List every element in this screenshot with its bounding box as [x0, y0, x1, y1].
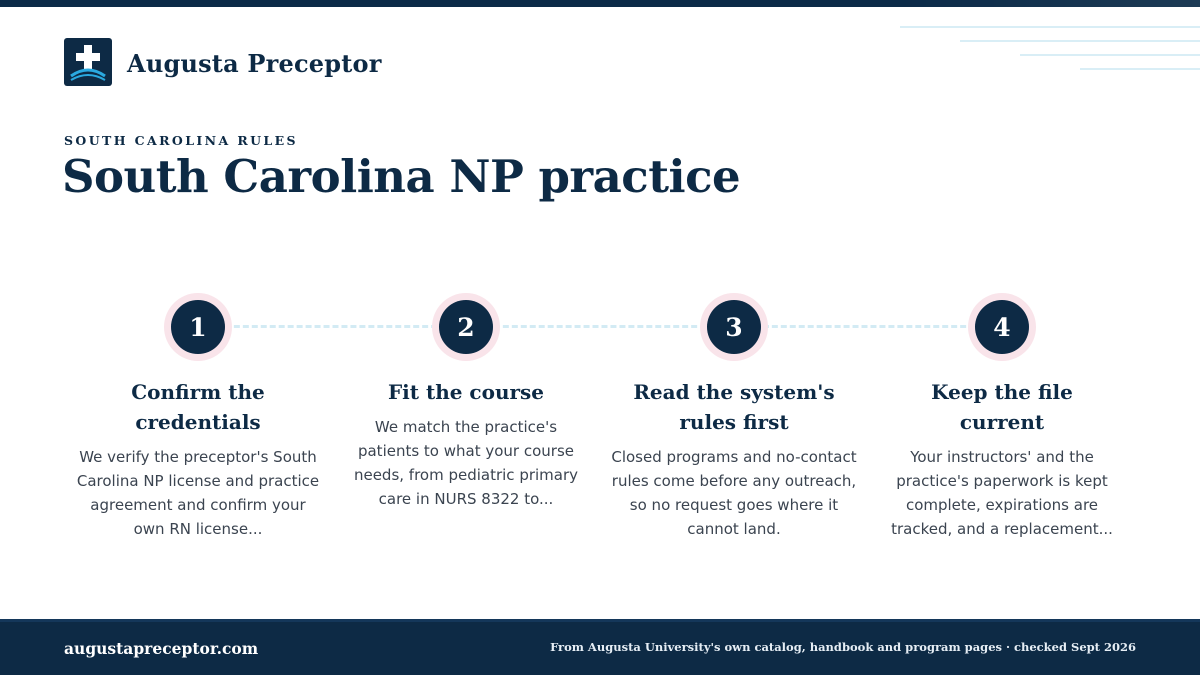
step-number-halo	[164, 293, 232, 361]
step-1	[68, 293, 328, 541]
step-description: We verify the preceptor's South Carolina NP license and practice agreement and confirm your own RN license...	[76, 448, 320, 538]
step-3	[604, 293, 864, 541]
step-number-halo	[968, 293, 1036, 361]
brand[interactable]	[64, 38, 382, 86]
step-number-badge: 2	[439, 300, 493, 354]
step-description: We match the practice's patients to what your course needs, from pediatric primary care in NURS 8322 to...	[353, 418, 579, 508]
step-2	[336, 293, 596, 511]
top-accent-bar	[0, 0, 1200, 7]
page-title: South Carolina NP practice	[62, 150, 741, 203]
step-number-badge: 1	[171, 300, 225, 354]
medical-cross-icon	[64, 38, 112, 86]
step-number-halo	[700, 293, 768, 361]
step-title: Read the system's rules first	[633, 380, 835, 434]
footer	[0, 619, 1200, 675]
step-number-halo	[432, 293, 500, 361]
decorative-lines	[890, 22, 1200, 82]
step-description: Closed programs and no-contact rules come before any outreach, so no request goes where it cannot land.	[611, 448, 857, 538]
step-number-badge: 3	[707, 300, 761, 354]
footer-source-note: From Augusta University's own catalog, handbook and program pages · checked Sept 2026	[550, 640, 1136, 654]
step-number-badge: 4	[975, 300, 1029, 354]
step-4	[872, 293, 1132, 541]
footer-website-link[interactable]: augustapreceptor.com	[64, 639, 259, 658]
step-title: Fit the course	[387, 380, 545, 404]
step-title: Confirm the credentials	[131, 380, 265, 434]
step-description: Your instructors' and the practice's paperwork is kept complete, expirations are tracked, and a replacement...	[891, 448, 1113, 538]
step-title: Keep the file current	[931, 380, 1073, 434]
brand-name: Augusta Preceptor	[127, 48, 382, 78]
section-eyebrow: SOUTH CAROLINA RULES	[64, 133, 298, 148]
